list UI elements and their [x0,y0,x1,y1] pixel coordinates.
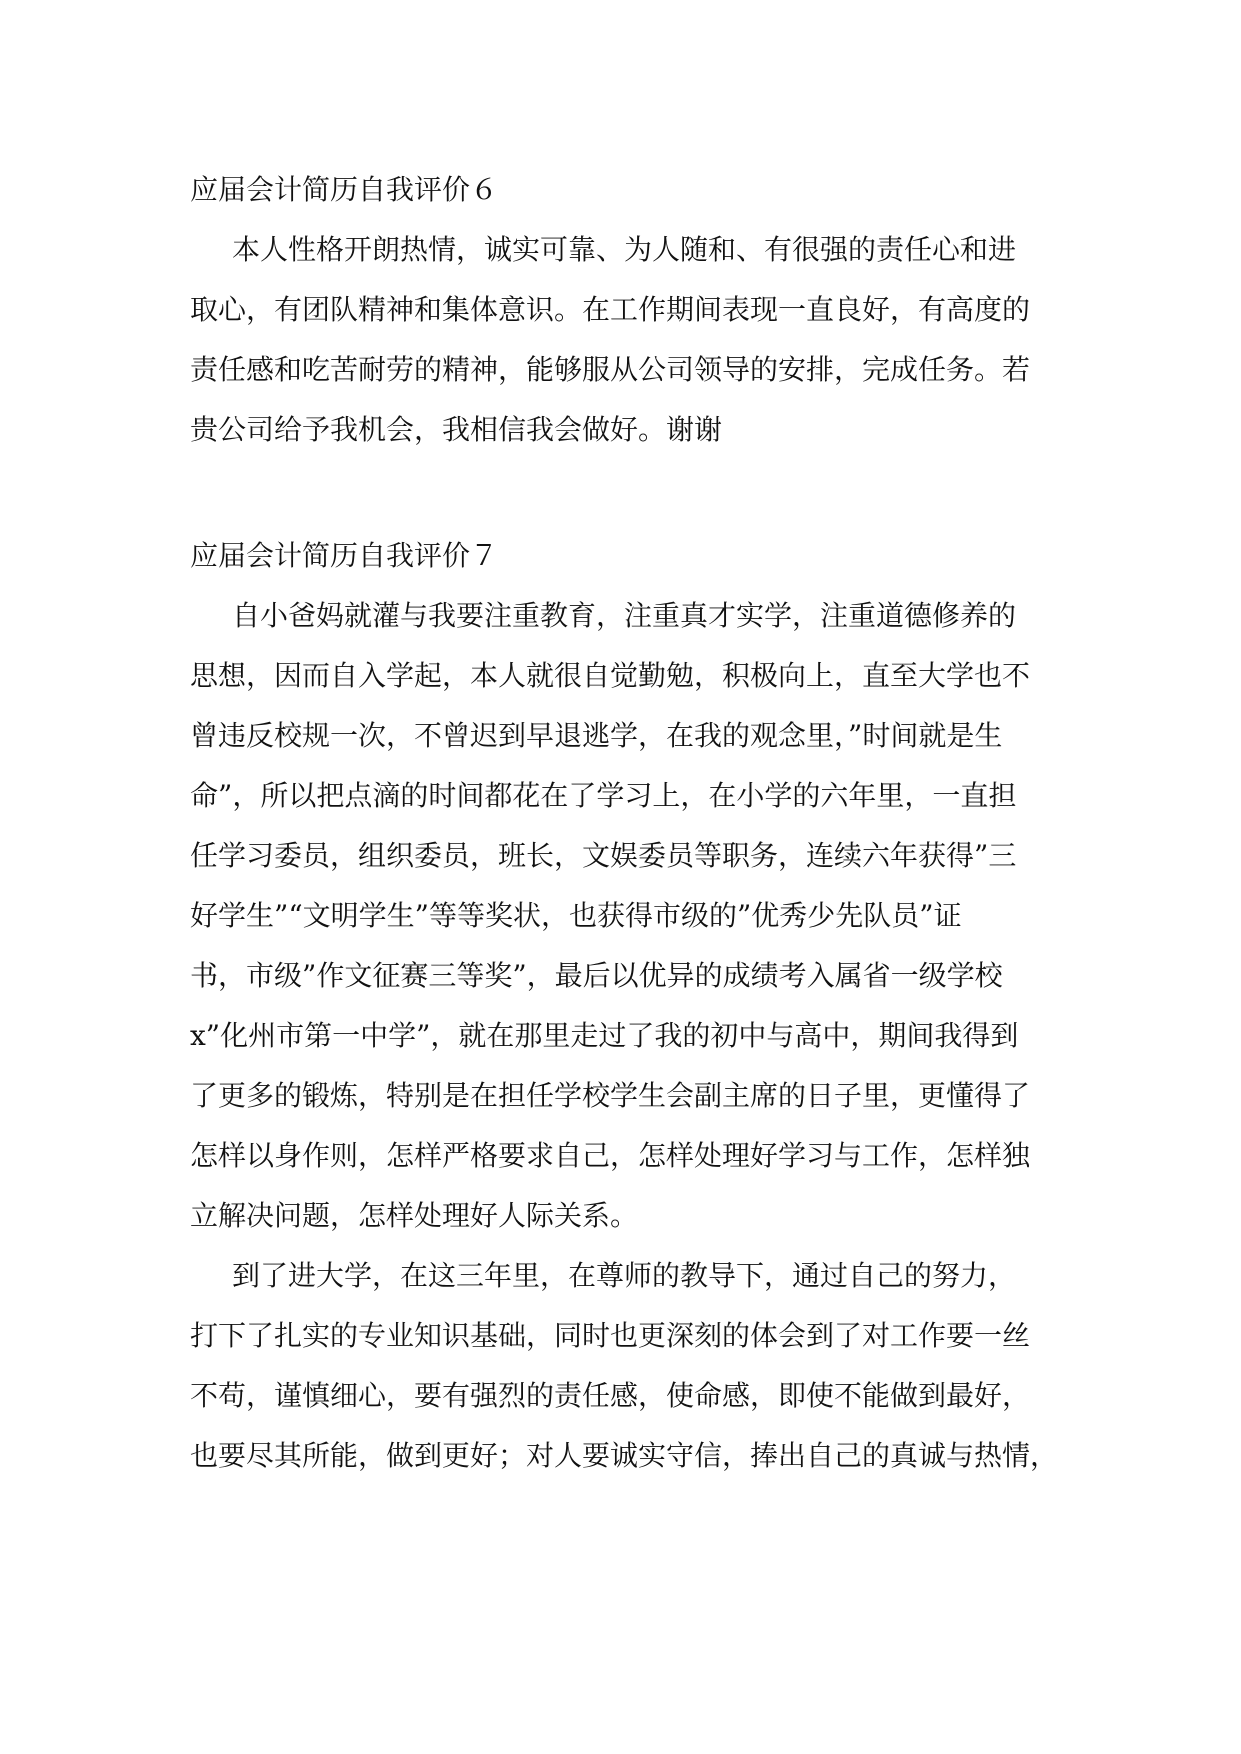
section-7-paragraph-2 [190,1246,1059,1486]
paragraph-line: 取心，有团队精神和集体意识。在工作期间表现一直良好，有高度的 [190,293,1031,326]
paragraph-line: 命”，所以把点滴的时间都花在了学习上，在小学的六年里，一直担 [190,779,1017,812]
section-6-paragraph [190,220,1052,460]
paragraph-line: 书，市级”作文征赛三等奖”，最后以优异的成绩考入属省一级学校 [190,959,1003,992]
paragraph-line: 好学生”“文明学生”等等奖状，也获得市级的”优秀少先队员”证 [190,899,962,932]
section-title-7: 应届会计简历自我评价７ [190,539,499,572]
paragraph-line: 立解决问题，怎样处理好人际关系。 [190,1199,639,1232]
paragraph-line: 任学习委员，组织委员，班长，文娱委员等职务，连续六年获得”三 [190,839,1017,872]
paragraph-line: 本人性格开朗热情，诚实可靠、为人随和、有很强的责任心和进 [232,233,1017,266]
paragraph-line: 贵公司给予我机会，我相信我会做好。谢谢 [190,413,723,446]
paragraph-line: 思想，因而自入学起，本人就很自觉勤勉，积极向上，直至大学也不 [190,659,1031,692]
paragraph-line: 也要尽其所能，做到更好；对人要诚实守信，捧出自己的真诚与热情， [190,1439,1059,1472]
paragraph-line: 自小爸妈就灌与我要注重教育，注重真才实学，注重道德修养的 [232,599,1017,632]
paragraph-line: 到了进大学，在这三年里，在尊师的教导下，通过自己的努力， [232,1259,1017,1292]
section-gap [190,460,1052,526]
paragraph-line: 不苟，谨慎细心，要有强烈的责任感，使命感，即使不能做到最好， [190,1379,1031,1412]
paragraph-line: 了更多的锻炼，特别是在担任学校学生会副主席的日子里，更懂得了 [190,1079,1031,1112]
paragraph-line: 责任感和吃苦耐劳的精神，能够服从公司领导的安排，完成任务。若 [190,353,1031,386]
section-title-6: 应届会计简历自我评价６ [190,173,499,206]
section-7-paragraph-1 [190,586,1052,1246]
paragraph-line: 怎样以身作则，怎样严格要求自己，怎样处理好学习与工作，怎样独 [190,1139,1031,1172]
paragraph-line: 打下了扎实的专业知识基础，同时也更深刻的体会到了对工作要一丝 [190,1319,1031,1352]
paragraph-line: 曾违反校规一次，不曾迟到早退逃学，在我的观念里，”时间就是生 [190,719,1003,752]
document-content [190,160,1059,1486]
paragraph-line: x”化州市第一中学”，就在那里走过了我的初中与高中，期间我得到 [190,1019,1019,1052]
